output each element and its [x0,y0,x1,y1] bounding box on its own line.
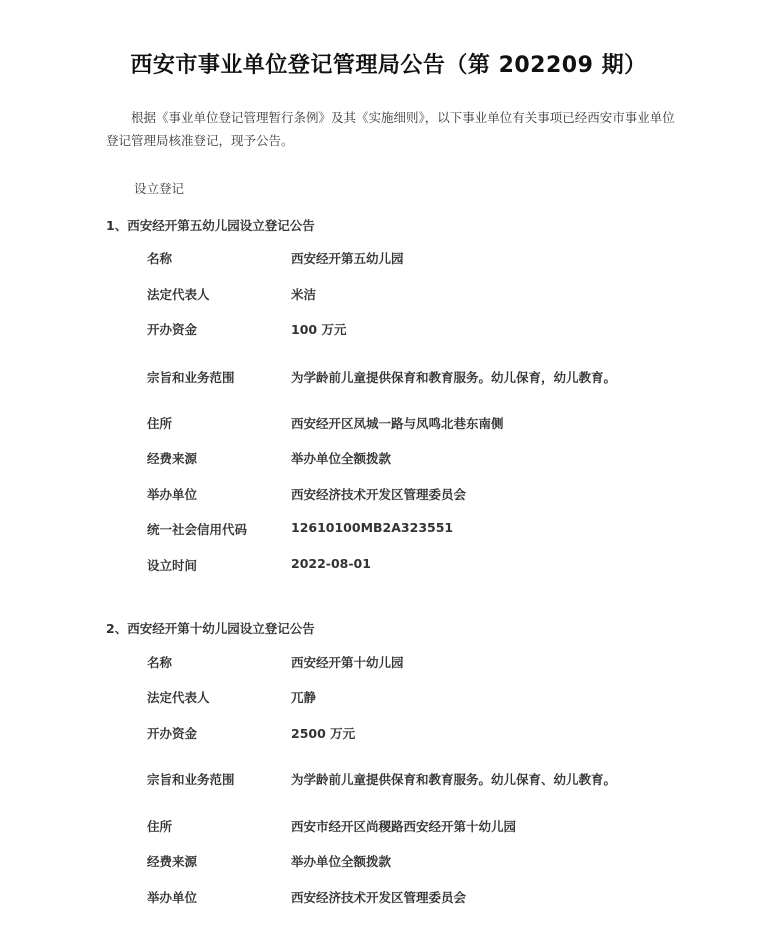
notice-heading-1: 1、西安经开第五幼儿园设立登记公告 [106,218,315,233]
field-label: 宗旨和业务范围 [147,370,235,385]
notice-1-row-sponsor [147,485,707,505]
notice-1-row-address [147,414,707,434]
field-label: 宗旨和业务范围 [147,772,235,787]
field-label: 名称 [147,655,173,670]
field-label: 名称 [147,251,173,266]
notice-2-row-funding-source [147,852,707,872]
field-value: 2022-08-01 [291,556,371,571]
field-value: 为学龄前儿童提供保育和教育服务。幼儿保育、幼儿教育。 [291,772,617,787]
field-label: 举办单位 [147,487,198,502]
field-label: 住所 [147,819,173,834]
notice-1-row-purpose [147,368,707,388]
notice-2-row-sponsor [147,888,707,908]
field-label: 统一社会信用代码 [147,522,248,537]
field-label: 开办资金 [147,322,198,337]
section-label: 设立登记 [134,181,185,196]
page-title: 西安市事业单位登记管理局公告（第 202209 期） [130,53,647,78]
field-value: 为学龄前儿童提供保育和教育服务。幼儿保育，幼儿教育。 [291,370,617,385]
notice-1-row-credit-code [147,520,707,540]
field-label: 举办单位 [147,890,198,905]
notice-1-row-legal-rep [147,285,707,305]
field-value: 2500 万元 [291,726,356,741]
notice-1-row-funding-source [147,449,707,469]
field-label: 经费来源 [147,451,198,466]
field-value: 举办单位全额拨款 [291,854,392,869]
notice-heading-2: 2、西安经开第十幼儿园设立登记公告 [106,621,315,636]
field-value: 西安经开第十幼儿园 [291,655,404,670]
field-label: 法定代表人 [147,287,210,302]
notice-2-row-name [147,653,707,673]
field-value: 西安经开第五幼儿园 [291,251,404,266]
notice-1-row-funds [147,320,707,340]
field-value: 西安经开区凤城一路与凤鸣北巷东南侧 [291,416,504,431]
field-value: 西安经济技术开发区管理委员会 [291,487,467,502]
field-label: 法定代表人 [147,690,210,705]
field-label: 经费来源 [147,854,198,869]
field-value: 米洁 [291,287,317,302]
field-value: 举办单位全额拨款 [291,451,392,466]
field-value: 西安市经开区尚稷路西安经开第十幼儿园 [291,819,517,834]
intro-paragraph: 根据《事业单位登记管理暂行条例》及其《实施细则》，以下事业单位有关事项已经西安市事业单位登记管理局核准登记，现予公告。 [106,110,675,148]
notice-2-row-purpose [147,770,707,790]
notice-2-row-legal-rep [147,688,707,708]
field-label: 住所 [147,416,173,431]
notice-1-row-established [147,556,707,576]
notice-2-row-address [147,817,707,837]
field-value: 西安经济技术开发区管理委员会 [291,890,467,905]
field-label: 开办资金 [147,726,198,741]
notice-1-row-name [147,249,707,269]
field-value: 100 万元 [291,322,347,337]
field-value: 12610100MB2A323551 [291,520,454,535]
notice-2-row-funds [147,724,707,744]
field-value: 兀静 [291,690,317,705]
field-label: 设立时间 [147,558,198,573]
